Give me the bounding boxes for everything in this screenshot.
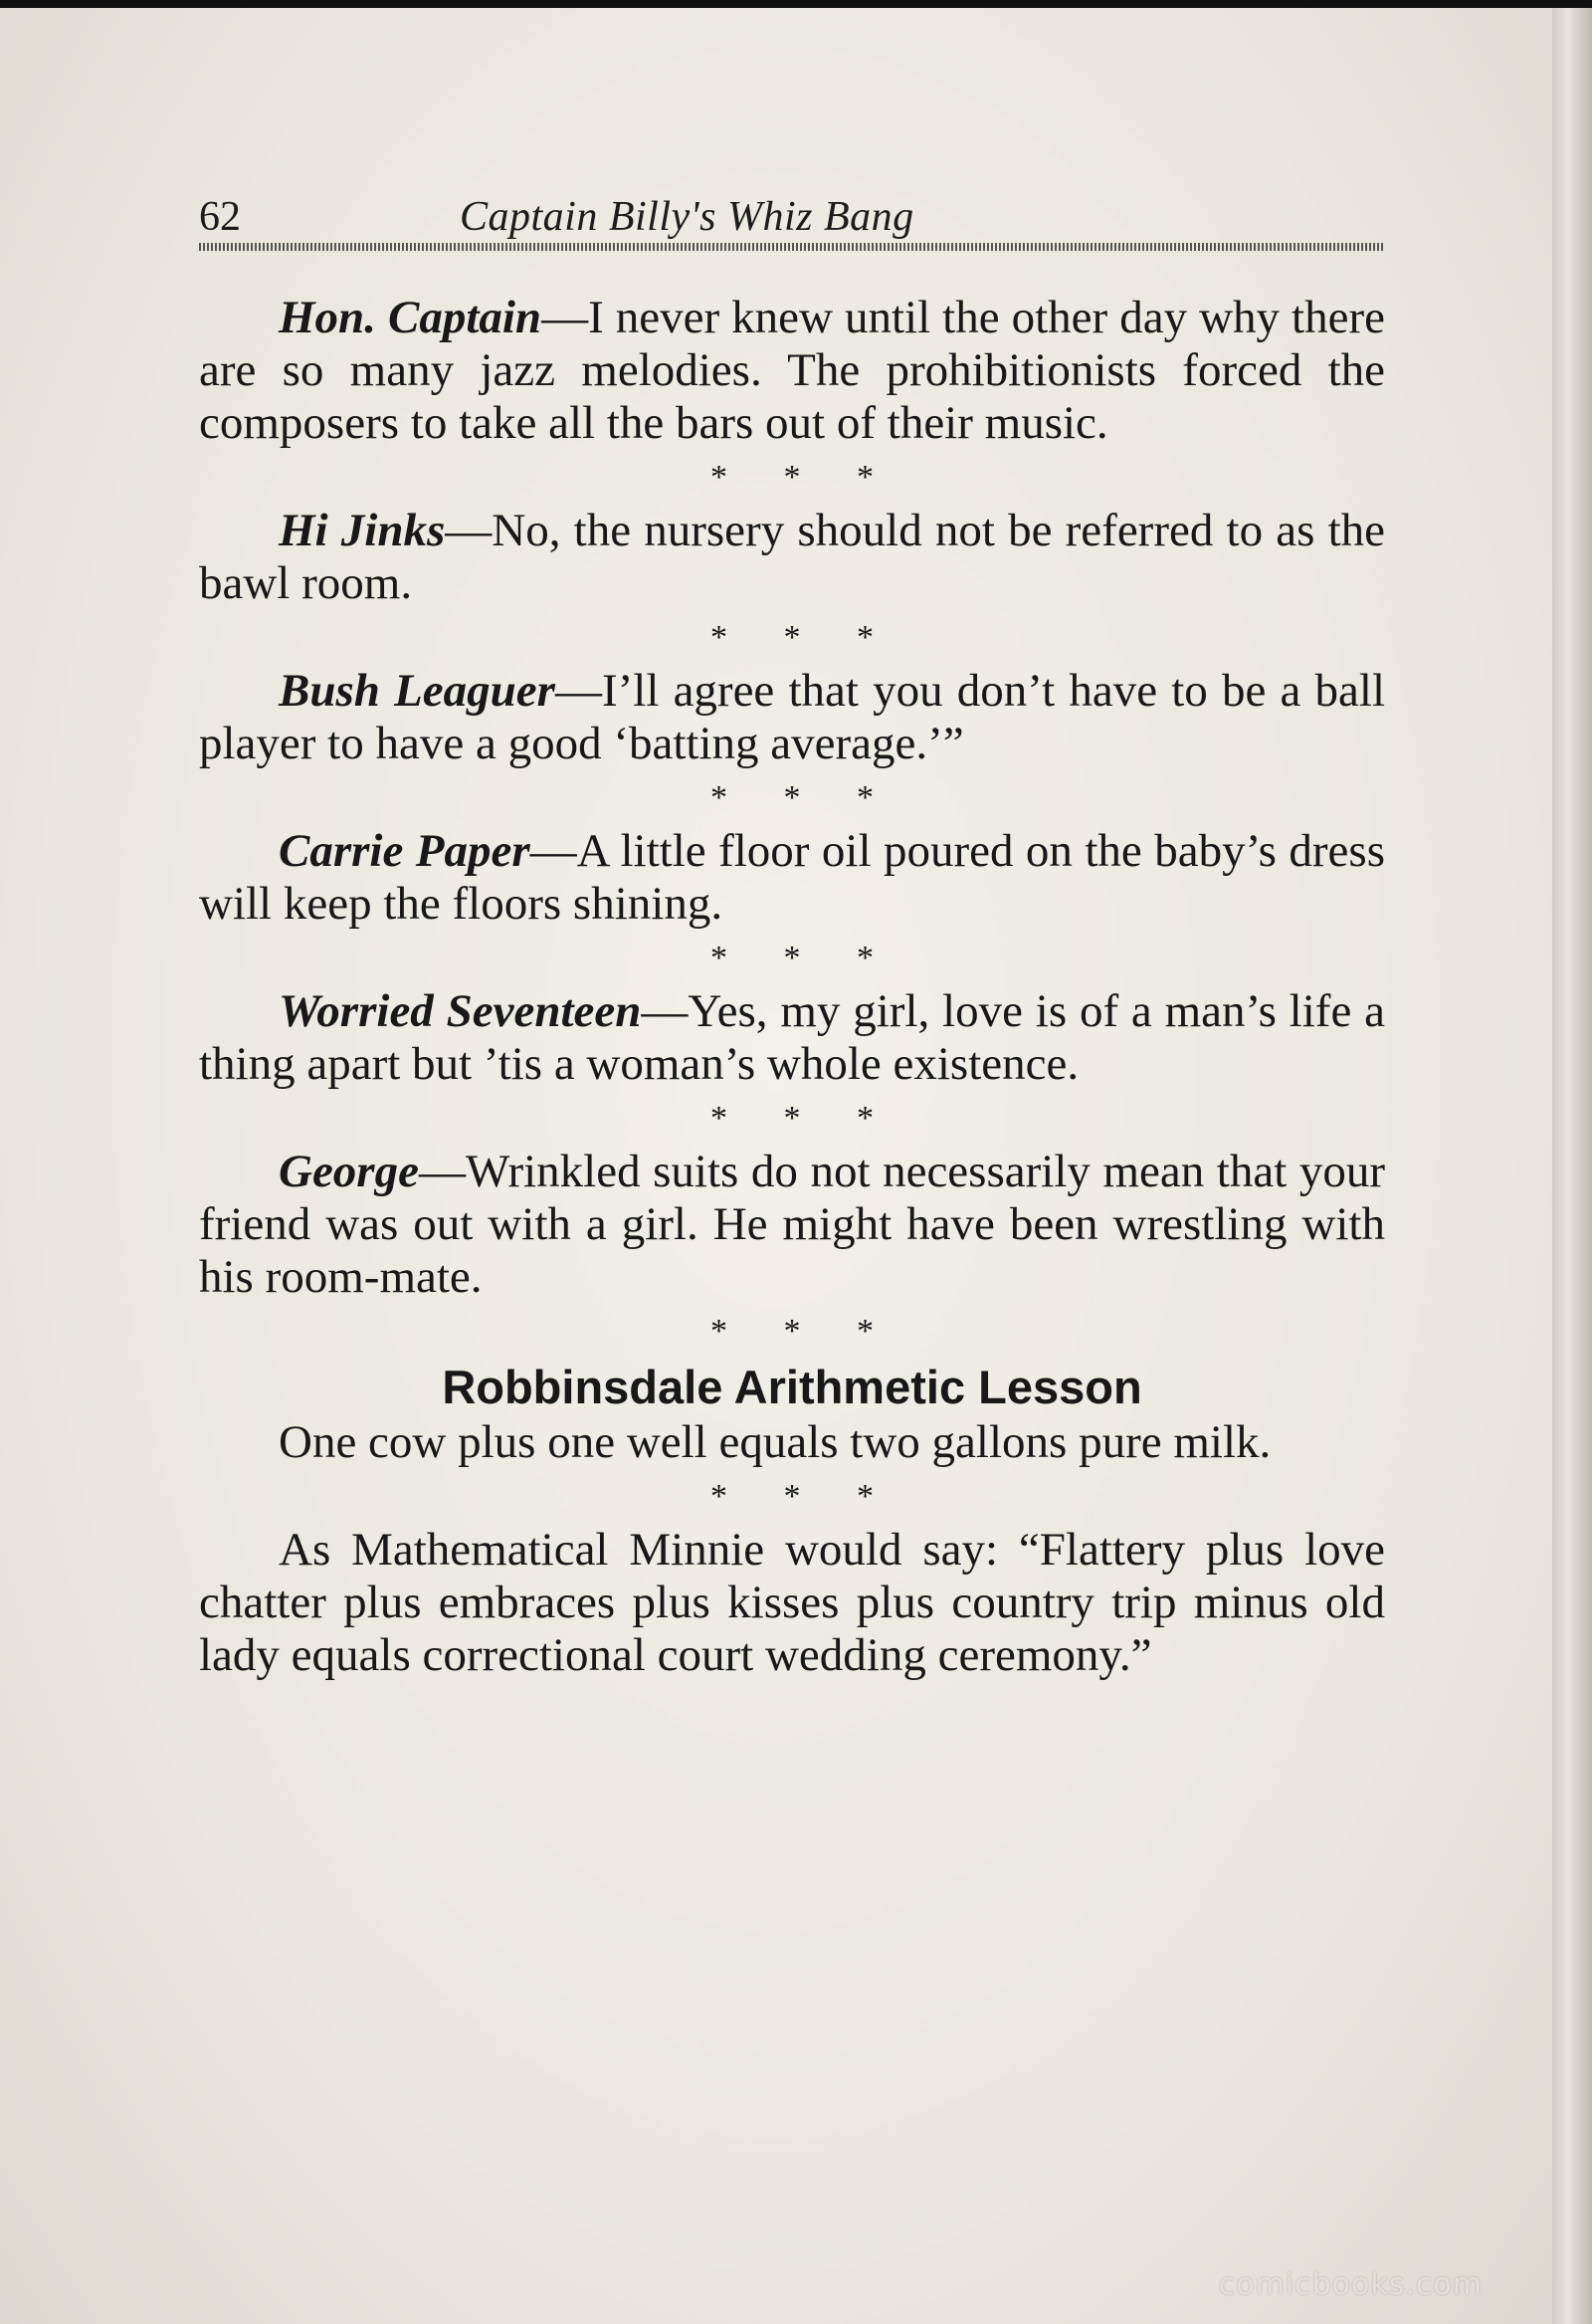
separator: * * * bbox=[710, 1100, 897, 1137]
magazine-page bbox=[0, 8, 1552, 2324]
entry-text: —I never knew until the other day why there are so many jazz melodies. The prohibitionists forced the composers to take all the bars out of their music. bbox=[199, 292, 1385, 449]
entry-name: Carrie Paper bbox=[279, 825, 530, 877]
section-paragraph: As Mathematical Minnie would say: “Flattery plus love chatter plus embraces plus kisses plus country trip minus old lady equals correctional court wedding ceremony.” bbox=[199, 1524, 1385, 1681]
entry-name: Worried Seventeen bbox=[279, 985, 642, 1037]
entry-name: George bbox=[279, 1146, 419, 1197]
entry-text: —Yes, my girl, love is of a man’s life a thing apart but ’tis a woman’s whole existence. bbox=[199, 985, 1385, 1090]
running-title: Captain Billy's Whiz Bang bbox=[460, 194, 914, 240]
answer-entry bbox=[199, 505, 1385, 610]
entry-text: —Wrinkled suits do not necessarily mean that your friend was out with a girl. He might have been wrestling with his room-mate. bbox=[199, 1146, 1385, 1303]
entry-text: —I’ll agree that you don’t have to be a ball player to have a good ‘batting average.’” bbox=[199, 665, 1386, 769]
entry-name: Bush Leaguer bbox=[279, 665, 555, 717]
separator: * * * bbox=[710, 619, 897, 656]
answer-entry bbox=[199, 665, 1385, 770]
separator: * * * bbox=[710, 1478, 897, 1515]
watermark: comicbooks.com bbox=[1218, 2267, 1483, 2302]
separator: * * * bbox=[710, 779, 897, 816]
page-body bbox=[199, 292, 1385, 1682]
answer-entry bbox=[199, 1146, 1385, 1304]
separator: * * * bbox=[710, 940, 897, 976]
entry-text: —A little floor oil poured on the baby’s dress will keep the floors shining. bbox=[199, 825, 1385, 930]
entry-name: Hi Jinks bbox=[279, 505, 446, 556]
separator: * * * bbox=[710, 459, 897, 496]
header-rule bbox=[199, 243, 1383, 251]
page-number: 62 bbox=[199, 194, 241, 240]
answer-entry bbox=[199, 825, 1385, 931]
entry-name: Hon. Captain bbox=[279, 292, 542, 343]
answer-entry bbox=[199, 292, 1385, 450]
section-heading: Robbinsdale Arithmetic Lesson bbox=[442, 1361, 1142, 1413]
page-edge bbox=[1552, 8, 1592, 2324]
section-paragraph: One cow plus one well equals two gallons pure milk. bbox=[279, 1416, 1272, 1468]
scan-top-border bbox=[0, 0, 1592, 8]
entry-text: —No, the nursery should not be referred to as the bawl room. bbox=[199, 505, 1385, 609]
answer-entry bbox=[199, 985, 1385, 1091]
separator: * * * bbox=[710, 1313, 897, 1350]
